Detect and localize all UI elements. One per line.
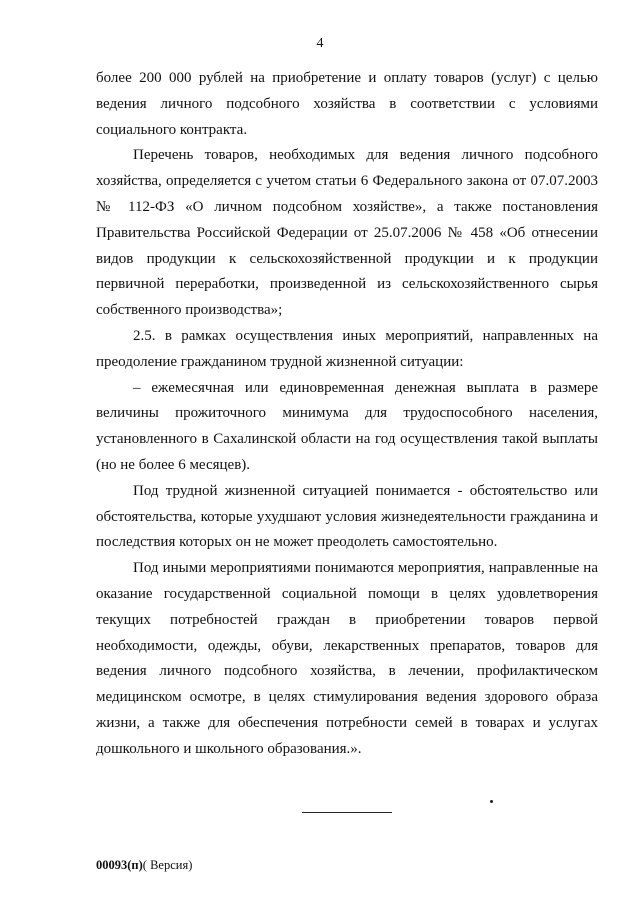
paragraph-goods-list: Перечень товаров, необходимых для ведения личного подсобного хозяйства, определяется с учетом статьи 6 Федерального закона от 07.07.2003 № 112-ФЗ «О личном подсобном хозяйстве», а также постановления Правительства Российской Федерации от 25.07.2006 № 458 «Об отнесении видов продукции к сельскохозяйственной продукции и к продукции первичной переработки, произведенной из сельскохозяйственного сырья собственного производства»; <box>96 147 598 319</box>
document-footer-code <box>96 858 192 873</box>
paragraph-item-2-5: 2.5. в рамках осуществления иных мероприятий, направленных на преодоление гражданином трудной жизненной ситуации: <box>96 327 598 370</box>
page-number: 4 <box>316 36 324 51</box>
paragraph-monthly-payment: – ежемесячная или единовременная денежная выплата в размере величины прожиточного минимума для трудоспособного населения, установленного в Сахалинской области на год осуществления такой выплаты (но не более 6 месяцев). <box>96 379 598 473</box>
end-of-text-rule <box>302 812 392 813</box>
paragraph-difficult-situation-definition: Под трудной жизненной ситуацией понимается - обстоятельство или обстоятельства, которые ухудшают условия жизнедеятельности гражданина и последствия которых он не может преодолеть самостоятельно. <box>96 482 598 551</box>
paragraph-continuation: более 200 000 рублей на приобретение и оплату товаров (услуг) с целью ведения личного подсобного хозяйства в соответствии с условиями социального контракта. <box>96 70 598 138</box>
scan-speck <box>490 800 493 803</box>
footer-code: 00093(п) <box>96 858 143 872</box>
paragraph-other-measures-definition: Под иными мероприятиями понимаются мероприятия, направленные на оказание государственной социальной помощи в целях удовлетворения текущих потребностей граждан в приобретении товаров первой необходимости, одежды, обуви, лекарственных препаратов, товаров для ведения личного подсобного хозяйства, в лечении, профилактическом медицинском осмотре, в целях стимулирования ведения здорового образа жизни, а также для обеспечения потребности семей в товарах и услугах дошкольного и школьного образования.». <box>96 560 598 757</box>
footer-version: ( Версия) <box>142 858 193 872</box>
document-body <box>96 66 598 763</box>
